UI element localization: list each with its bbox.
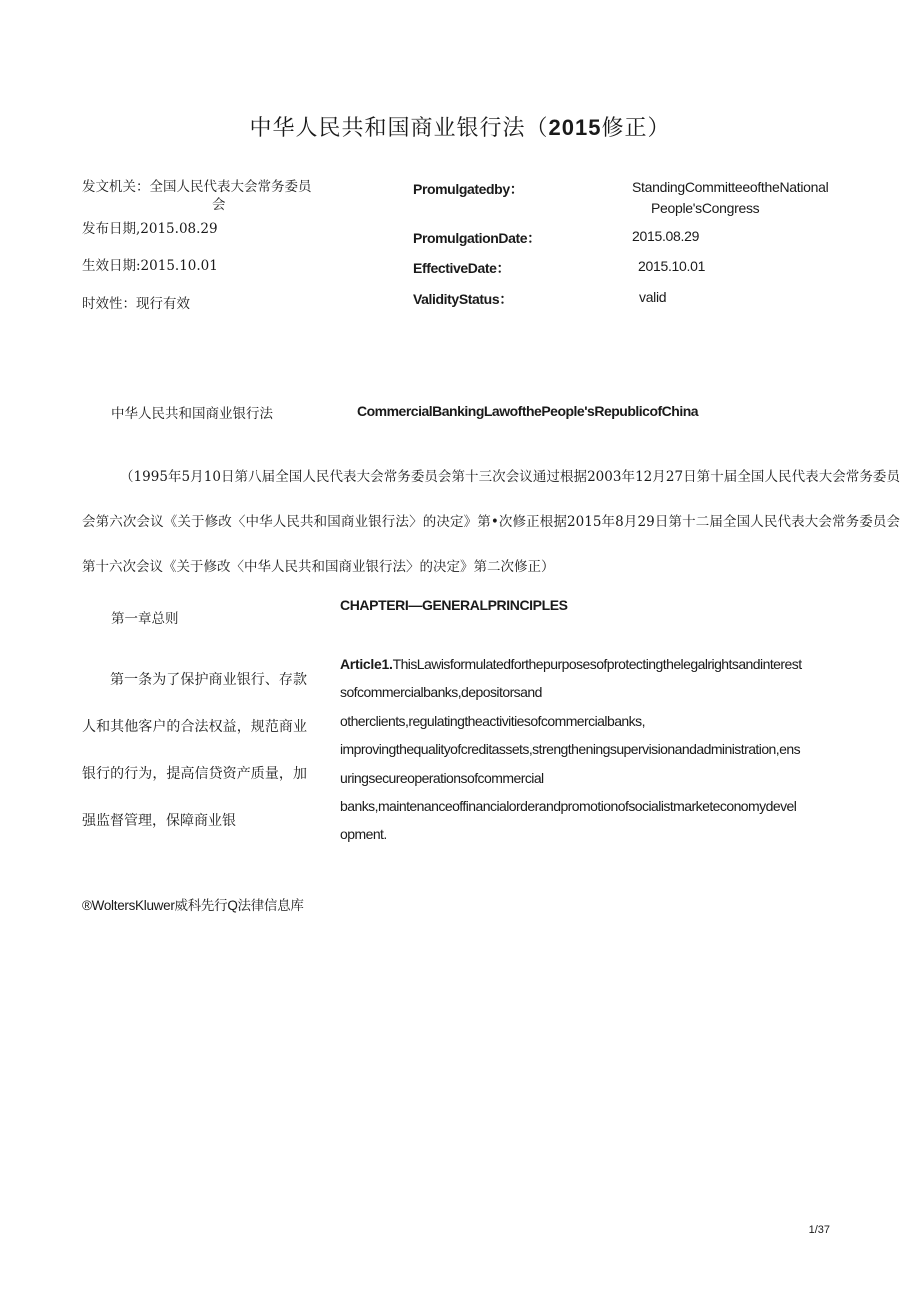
- article-1-en-line-1-text: ThisLawisformulatedforthepurposesofprotectingthelegalrightsandinterest: [392, 656, 802, 672]
- meta-cn-promulgation: 发布日期,2015.08.29: [82, 221, 218, 237]
- chapter-title-en: CHAPTERI—GENERALPRINCIPLES: [340, 597, 568, 613]
- article-1-en-line-3: otherclients,regulatingtheactivitiesofcommercialbanks,: [340, 712, 645, 729]
- title-suffix: 修正）: [601, 116, 671, 141]
- article-1-en-line-2: sofcommercialbanks,depositorsand: [340, 684, 542, 701]
- document-title: [0, 111, 920, 142]
- meta-cn-issuer-value: 全国人民代表大会常务委员: [149, 179, 312, 195]
- article-1-en-line-6: banks,maintenanceoffinancialorderandpromotionofsocialistmarketeconomydevel: [340, 798, 797, 815]
- meta-en-effective-date-value: 2015.10.01: [638, 258, 706, 274]
- legislative-history: （1995年5月10日第八届全国人民代表大会常务委员会第十三次会议通过根据2003年12月27日第十届全国人民代表大会常务委员会第六次会议《关于修改〈中华人民共和国商业银行法〉的决定》第•次修正根据2015年8月29日第十二届全国人民代表大会常务委员会第十六次会议《关于修改〈中华人民共和国商业银行法〉的决定》第二次修正）: [82, 469, 900, 575]
- article-1-cn: 第一条为了保护商业银行、存款人和其他客户的合法权益，规范商业银行的行为，提高信贷资产质量，加强监督管理，保障商业银: [82, 672, 307, 829]
- article-1-en-line-1: [340, 650, 900, 678]
- meta-cn-issuer: [82, 178, 347, 214]
- title-year: 2015: [548, 115, 602, 140]
- footer-brand: ®WoltersKluwer威科先行Q法律信息库: [82, 898, 304, 913]
- article-1-en: [340, 650, 900, 849]
- meta-cn-effective: 生效日期:2015.10.01: [82, 258, 218, 274]
- article-1-en-number: Article1.: [340, 656, 393, 672]
- article-1-en-line-7: opment.: [340, 826, 387, 843]
- title-main: 中华人民共和国商业银行法（: [249, 116, 549, 141]
- article-1-en-line-4: improvingthequalityofcreditassets,strengtheningsupervisionandadministration,ens: [340, 741, 801, 758]
- meta-en-promulgated-by-value-cont: People'sCongress: [651, 200, 760, 216]
- page-number: 1/37: [808, 1224, 830, 1236]
- meta-en-promulgated-by-label: Promulgatedby：: [413, 181, 524, 197]
- meta-en-promulgation-date-value: 2015.08.29: [632, 228, 700, 244]
- meta-en-validity-label: ValidityStatus：: [413, 291, 513, 307]
- meta-cn-issuer-value-cont: 会: [212, 197, 226, 213]
- chapter-title-cn: 第一章总则: [111, 611, 179, 627]
- law-name-cn: 中华人民共和国商业银行法: [111, 406, 273, 422]
- meta-en-effective-date-label: EffectiveDate：: [413, 260, 511, 276]
- meta-en-promulgation-date-label: PromulgationDate：: [413, 230, 541, 246]
- meta-cn-issuer-label: 发文机关：: [82, 179, 150, 195]
- meta-en-validity-value: valid: [639, 289, 667, 305]
- meta-cn-validity: 时效性：现行有效: [82, 296, 190, 312]
- law-name-en: CommercialBankingLawofthePeople'sRepublicofChina: [357, 403, 699, 419]
- meta-en-promulgated-by-value: StandingCommitteeoftheNational: [632, 179, 829, 195]
- article-1-en-line-5: uringsecureoperationsofcommercial: [340, 769, 544, 786]
